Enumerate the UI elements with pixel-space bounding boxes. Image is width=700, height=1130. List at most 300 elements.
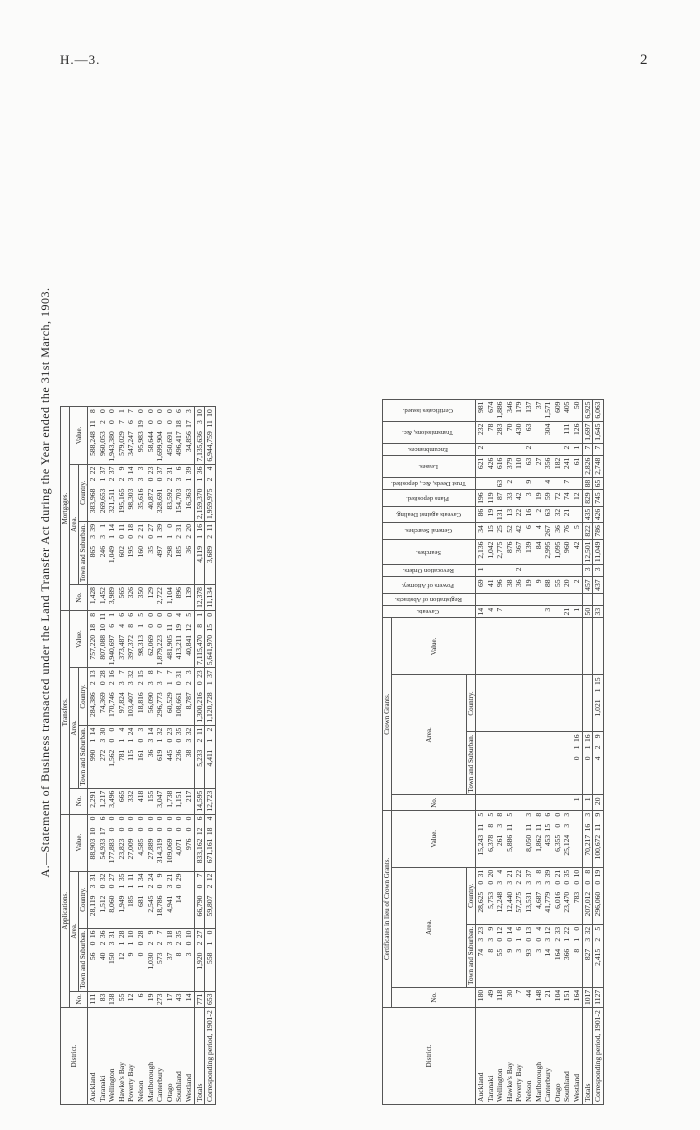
tr-value-cell-part: 7,115,470 (194, 634, 204, 665)
app-value-cell-part: 0 (107, 816, 117, 821)
app-town-cell (155, 928, 165, 991)
misc-count-cell: 42 (572, 539, 582, 565)
tr-country-cell-part: 2 (107, 681, 117, 686)
tr-town-cell-part: 3 (97, 738, 107, 743)
misc-count-cell: 139 (524, 539, 534, 565)
cert-country-cell (476, 867, 486, 924)
misc-count-cell: 232 (476, 421, 486, 443)
app-country-cell-part: 0 (97, 884, 107, 889)
misc-count-cell: 19 (534, 490, 544, 506)
cert-country-cell-part: 22 (514, 869, 524, 878)
app-town-cell (205, 928, 216, 991)
grant-value-cell (534, 618, 544, 675)
cert-town-cell (562, 924, 572, 987)
tr-country-cell-part: 1 (205, 681, 215, 686)
tr-no-cell: 1,217 (98, 788, 108, 814)
mo-country-cell-part: 98,303 (126, 488, 136, 510)
tr-town-cell-part: 990 (88, 749, 97, 762)
misc-count-cell: 131 (495, 506, 505, 522)
cert-country-cell-part: 3 (533, 880, 543, 885)
tr-town-cell (126, 725, 136, 788)
statement-title: A.—Statement of Business transacted under the Land Transfer Act during the Year ended the 31st March, 1903. (38, 287, 52, 878)
tr-value-cell-part: 1 (107, 612, 117, 617)
grant-town-cell-part: 9 (593, 734, 603, 739)
app-town-cell-part: 10 (183, 930, 193, 939)
cert-area-header: Area. (392, 867, 467, 987)
mo-town-cell (194, 521, 205, 584)
misc-count-cell: 1,645 (593, 421, 604, 443)
tr-value-cell-part: 6 (126, 612, 136, 617)
app-country-cell-part: 0 (107, 884, 117, 889)
misc-count-cell: 52 (505, 523, 515, 539)
misc-count-cell: 63 (543, 506, 553, 522)
mo-value-cell (165, 407, 175, 464)
tr-value-cell-part: 15 (205, 623, 215, 632)
mo-value-cell-part: 7 (116, 420, 126, 425)
tr-town-cell-part: 14 (145, 727, 155, 736)
tr-town-cell-part: 0 (107, 738, 117, 743)
mo-country-cell-part: 31 (164, 466, 174, 475)
cert-value-cell-part: 6 (543, 812, 553, 817)
tr-town-cell-part: 1 (205, 738, 215, 743)
district-cell: Poverty Bay (126, 1008, 136, 1105)
mo-town-cell-part: 1 (194, 534, 204, 539)
app-country-cell (165, 871, 175, 928)
app-town-cell-part: 7 (155, 930, 165, 935)
mo-country-cell (107, 464, 117, 521)
district-header-2: District. (383, 1008, 476, 1105)
grant-country-header: Country. (467, 675, 476, 732)
tr-country-cell-part: 0 (174, 681, 184, 686)
mo-town-cell-part: 160 (135, 545, 145, 558)
misc-count-cell: 1 (476, 565, 486, 577)
cert-town-cell-part: 1 (571, 937, 581, 942)
district-cell: Totals (582, 1008, 593, 1105)
cert-town-cell (505, 924, 515, 987)
grant-country-cell (534, 675, 544, 732)
grant-country-cell (562, 675, 572, 732)
app-value-cell-part: 54,933 (97, 838, 107, 860)
cert-town-cell (486, 924, 496, 987)
misc-count-cell: 22 (514, 506, 524, 522)
app-town-cell (165, 928, 175, 991)
tr-town-cell-part: 11 (194, 727, 204, 735)
tr-value-cell-part: 6 (116, 612, 126, 617)
misc-count-cell: 21 (562, 506, 572, 522)
cert-no-header: No. (392, 987, 476, 1007)
misc-count-cell: 38 (505, 577, 515, 593)
tr-town-cell-part: 30 (97, 727, 107, 736)
cert-town-cell-part: 0 (495, 937, 505, 942)
misc-count-cell: 435 (582, 506, 593, 522)
misc-count-cell: 32 (553, 506, 563, 522)
tr-country-cell-part: 7 (116, 670, 126, 675)
tr-town-header: Town and Suburban. (79, 725, 88, 788)
mo-value-cell-part: 8 (88, 409, 97, 414)
app-country-cell-part: 0 (155, 884, 165, 889)
mo-country-header: Country. (79, 464, 88, 521)
grant-country-cell-part: 1,021 (593, 699, 603, 717)
app-town-cell-part: 28 (116, 930, 126, 939)
mo-town-cell-part: 3 (97, 534, 107, 539)
tr-town-cell-part: 445 (164, 749, 174, 762)
cert-value-cell-part: 9 (593, 812, 603, 817)
grant-town-cell (553, 732, 563, 795)
mortgages-header: Mortgages. (61, 407, 70, 611)
app-town-cell-part: 1 (116, 941, 126, 946)
cert-value-cell-part: 3 (562, 812, 572, 817)
misc-count-cell: 3 (582, 565, 593, 577)
app-value-cell-part: 177,883 (107, 838, 117, 864)
tr-value-cell-part: 40,841 (183, 634, 193, 656)
cert-country-cell-part: 2 (514, 880, 524, 885)
app-value-cell (146, 814, 156, 871)
rotated-statement-sheet (28, 60, 680, 1105)
tr-country-cell-part: 7 (164, 670, 174, 675)
cert-town-cell-part: 9 (504, 948, 514, 953)
tr-value-cell-part: 8 (88, 612, 97, 617)
app-country-cell-part: 14 (174, 895, 184, 904)
app-town-cell (136, 928, 146, 991)
cert-value-cell (514, 810, 524, 867)
cert-town-cell-part: 93 (523, 948, 533, 957)
cert-country-cell (572, 867, 582, 924)
tr-value-cell (155, 610, 165, 667)
app-no-cell: 43 (174, 991, 184, 1007)
misc-count-cell (514, 593, 524, 605)
mo-country-cell-part: 195,165 (116, 488, 126, 514)
tr-town-cell-part: 38 (183, 749, 193, 758)
tr-value-cell-part: 4 (174, 612, 184, 617)
misc-count-cell: 42 (514, 490, 524, 506)
grant-no-cell (486, 795, 496, 810)
cert-town-cell-part: 3 (582, 937, 592, 942)
tr-no-cell: 155 (146, 788, 156, 814)
misc-count-cell (553, 443, 563, 455)
cert-value-cell-part: 11 (523, 823, 533, 832)
mo-value-cell-part: 1,699,904 (155, 431, 165, 462)
grant-value-cell (543, 618, 553, 675)
misc-count-cell: 3 (593, 565, 604, 577)
app-country-cell-part: 32 (97, 873, 107, 882)
mo-town-cell (107, 521, 117, 584)
cert-town-cell (534, 924, 544, 987)
app-country-cell (136, 871, 146, 928)
app-town-cell-part: 3 (107, 941, 117, 946)
cert-value-cell (495, 810, 505, 867)
app-value-cell-part: 0 (183, 827, 193, 832)
mo-value-cell-part: 34,856 (183, 431, 193, 453)
tr-no-cell: 3,496 (107, 788, 117, 814)
tr-town-cell (117, 725, 127, 788)
mo-town-cell-part: 865 (88, 545, 97, 558)
mo-town-cell-part: 11 (205, 523, 215, 532)
app-value-cell-part: 0 (126, 827, 136, 832)
misc-count-cell: 65 (593, 477, 604, 490)
mo-town-cell-part: 0 (116, 534, 126, 539)
cert-value-cell (524, 810, 534, 867)
misc-count-cell (486, 565, 496, 577)
app-town-cell-part: 9 (126, 952, 136, 957)
district-cell: Otago (553, 1008, 563, 1105)
tr-town-cell-part: 32 (155, 727, 165, 736)
cert-town-cell-part: 33 (552, 926, 562, 935)
mo-town-cell-part: 298 (164, 545, 174, 558)
table-row (107, 407, 117, 1105)
mo-town-cell-part: 0 (145, 534, 155, 539)
app-country-cell-part: 2,545 (145, 895, 155, 913)
app-value-cell-part: 0 (145, 816, 155, 821)
misc-count-cell (553, 565, 563, 577)
tr-country-cell-part: 3 (145, 681, 155, 686)
cert-value-header: Value. (392, 810, 476, 867)
misc-count-cell: 6,063 (593, 399, 604, 421)
app-no-cell: 273 (155, 991, 165, 1007)
misc-count-cell: 304 (543, 421, 553, 443)
applications-header: Applications. (61, 814, 70, 1007)
app-country-cell-part: 2 (145, 884, 155, 889)
app-no-cell: 19 (146, 991, 156, 1007)
district-cell: Southland (174, 1008, 184, 1105)
misc-count-cell: 379 (505, 455, 515, 477)
tr-country-cell-part: 37 (205, 670, 215, 678)
cert-value-cell-part: 8 (485, 823, 495, 828)
cert-no-cell: 1127 (593, 987, 604, 1007)
grant-country-cell (582, 675, 593, 732)
app-country-cell-part: 35 (116, 873, 126, 882)
revocation-orders-header: Revocation Orders. (383, 565, 476, 577)
mo-value-cell-part: 58,644 (145, 431, 155, 453)
cert-country-cell-part: 21 (552, 869, 562, 878)
grant-town-cell (476, 732, 486, 795)
tr-value-cell-part: 5 (183, 612, 193, 617)
mo-country-cell-part: 16,363 (183, 488, 193, 510)
misc-count-cell: 621 (476, 455, 486, 477)
app-country-cell-part: 185 (126, 895, 136, 907)
mo-town-cell-part: 0 (164, 523, 174, 528)
misc-count-cell (495, 565, 505, 577)
cert-town-cell-part: 0 (523, 937, 533, 942)
app-country-cell (205, 871, 216, 928)
tr-no-cell: 14,595 (194, 788, 205, 814)
crown-grants-header: Crown Grants. (383, 618, 392, 810)
app-country-cell-part: 4,941 (164, 895, 174, 913)
mo-no-cell: 896 (174, 585, 184, 611)
mo-value-cell-part: 10 (205, 409, 215, 417)
tr-no-cell: 665 (117, 788, 127, 814)
mo-town-cell-part: 21 (135, 523, 145, 532)
grant-town-cell-part: 4 (593, 756, 603, 761)
tr-value-cell (117, 610, 127, 667)
tr-town-cell-part: 0 (135, 738, 145, 743)
mo-country-cell-part: 14 (126, 466, 136, 475)
tr-value-cell-part: 1 (135, 623, 145, 628)
cert-town-cell-part: 22 (562, 926, 572, 935)
misc-count-cell: 74 (562, 490, 572, 506)
tr-no-cell: 3,047 (155, 788, 165, 814)
misc-count-cell: 13 (505, 506, 515, 522)
misc-count-cell: 457 (582, 577, 593, 593)
app-country-cell-part: 18,786 (155, 895, 165, 917)
misc-count-cell: 426 (486, 455, 496, 477)
mo-town-cell (136, 521, 146, 584)
grant-country-cell (505, 675, 515, 732)
cert-town-header: Town and Suburban. (467, 924, 476, 987)
app-town-cell-part: 8 (174, 952, 184, 957)
mo-country-cell (155, 464, 165, 521)
cert-town-cell-part: 12 (543, 926, 553, 935)
cert-country-cell (524, 867, 534, 924)
cert-country-cell-part: 37 (523, 869, 533, 878)
mo-no-cell: 326 (126, 585, 136, 611)
tr-country-cell-part: 16 (107, 670, 117, 678)
misc-count-cell (572, 477, 582, 490)
cert-value-cell-part: 453 (543, 834, 553, 847)
app-value-cell-part: 10 (88, 827, 97, 836)
mo-town-cell-part: 1 (107, 534, 117, 539)
misc-count-cell: 2 (514, 565, 524, 577)
mo-value-cell-part: 6 (174, 409, 184, 414)
cert-country-header: Country. (467, 867, 476, 924)
tr-town-cell (205, 725, 216, 788)
cert-country-cell-part: 23,470 (562, 891, 572, 913)
mo-country-cell-part: 2 (116, 477, 126, 482)
app-no-cell: 17 (165, 991, 175, 1007)
cert-town-cell-part: 4 (533, 926, 543, 931)
tr-value-cell (184, 610, 194, 667)
app-country-cell-part: 29 (174, 873, 184, 882)
cert-country-cell-part: 31 (476, 869, 485, 878)
cert-country-cell-part: 35 (562, 869, 572, 878)
grant-country-cell (486, 675, 496, 732)
misc-count-cell: 16 (524, 506, 534, 522)
mo-value-cell (146, 407, 156, 464)
general-searches-header: General Searches. (383, 523, 476, 539)
table-row (184, 407, 194, 1105)
grant-value-cell (553, 618, 563, 675)
cert-town-cell-part: 366 (562, 948, 572, 961)
tr-value-cell (194, 610, 205, 667)
tr-country-cell-part: 2 (183, 681, 193, 686)
cert-no-cell: 30 (505, 987, 515, 1007)
misc-count-cell (534, 421, 544, 443)
mo-country-cell-part: 154,703 (174, 488, 184, 514)
misc-count-cell (486, 477, 496, 490)
misc-count-cell (553, 477, 563, 490)
misc-count-cell: 119 (486, 490, 496, 506)
app-value-cell (136, 814, 146, 871)
app-value-cell-part: 0 (107, 827, 117, 832)
misc-count-cell (505, 443, 515, 455)
grant-no-header: No. (392, 795, 476, 810)
grant-town-cell (534, 732, 544, 795)
tr-town-cell (174, 725, 184, 788)
app-town-cell-part: 1 (205, 941, 215, 946)
app-value-cell (165, 814, 175, 871)
mo-country-cell-part: 1 (183, 477, 193, 482)
misc-count-cell: 11,049 (593, 539, 604, 565)
grant-value-cell (476, 618, 486, 675)
tr-no-cell: 1,738 (165, 788, 175, 814)
misc-count-cell: 76 (562, 523, 572, 539)
tr-country-cell-part: 32 (126, 670, 136, 678)
app-town-cell-part: 56 (88, 952, 97, 961)
misc-count-cell (553, 593, 563, 605)
table-row (194, 407, 205, 1105)
misc-count-cell: 25 (495, 523, 505, 539)
misc-count-cell: 7 (562, 477, 572, 490)
mo-town-cell-part: 602 (116, 545, 126, 558)
tr-value-cell-part: 0 (164, 612, 174, 617)
tr-town-cell-part: 2 (205, 727, 215, 732)
tr-country-cell-part: 15 (135, 670, 145, 678)
tr-town-cell (165, 725, 175, 788)
tr-value-cell-part: 98,313 (135, 634, 145, 656)
app-town-cell-part: 16 (88, 930, 97, 939)
cert-value-cell-part: 8 (533, 812, 543, 817)
tr-value-cell-part: 0 (155, 612, 165, 617)
trust-deeds-header: Trust Deeds, &c., deposited. (383, 477, 476, 490)
app-country-cell (155, 871, 165, 928)
cert-no-cell: 21 (543, 987, 553, 1007)
mo-no-cell: 1,104 (165, 585, 175, 611)
cert-country-cell-part: 20 (485, 869, 495, 878)
cert-value-cell (572, 810, 582, 867)
app-country-cell (107, 871, 117, 928)
cert-country-cell-part: 5,753 (485, 891, 495, 909)
cert-value-cell-part: 5 (485, 812, 495, 817)
tr-country-cell-part: 28 (97, 670, 107, 678)
mo-country-cell-part: 328,691 (155, 488, 165, 514)
mo-country-cell (88, 464, 98, 521)
tr-country-cell-part: 74,369 (97, 692, 107, 714)
tr-town-cell-part: 5,233 (194, 749, 204, 767)
district-cell: Taranaki (486, 1008, 496, 1105)
misc-count-cell: 981 (476, 399, 486, 421)
cert-value-cell-part: 1,862 (533, 834, 543, 852)
table-row (117, 407, 127, 1105)
mo-country-cell-part: 0 (155, 477, 165, 482)
misc-count-cell: 5 (572, 523, 582, 539)
app-no-cell: 653 (205, 991, 216, 1007)
mo-value-cell-part: 95,983 (135, 431, 145, 453)
app-town-cell-part: 2 (194, 941, 204, 946)
misc-count-cell: 2 (505, 477, 515, 490)
misc-count-cell: 15 (486, 523, 496, 539)
app-country-cell-part: 66,790 (194, 895, 204, 917)
cert-value-cell-part: 15,243 (476, 834, 485, 856)
mo-country-cell-part: 83,592 (164, 488, 174, 510)
grant-value-cell (514, 618, 524, 675)
app-value-cell-part: 17 (97, 827, 107, 836)
grant-country-cell (495, 675, 505, 732)
app-country-cell-part: 1 (135, 884, 145, 889)
certificates-issued-header: Certificates issued. (383, 399, 476, 421)
mo-country-cell-part: 2 (107, 477, 117, 482)
misc-count-cell: 4 (486, 605, 496, 618)
app-value-cell-part: 671,161 (205, 838, 215, 864)
mo-country-cell-part: 3 (135, 477, 145, 482)
cert-no-cell: 118 (495, 987, 505, 1007)
cert-country-cell-part: 207,012 (582, 891, 592, 917)
mo-town-cell-part: 1 (97, 523, 107, 528)
cert-country-cell (495, 867, 505, 924)
mo-town-cell (88, 521, 98, 584)
cert-country-cell-part: 783 (571, 891, 581, 904)
misc-count-cell: 745 (593, 490, 604, 506)
mo-town-cell-part: 1,049 (107, 545, 117, 564)
tr-value-cell (88, 610, 98, 667)
